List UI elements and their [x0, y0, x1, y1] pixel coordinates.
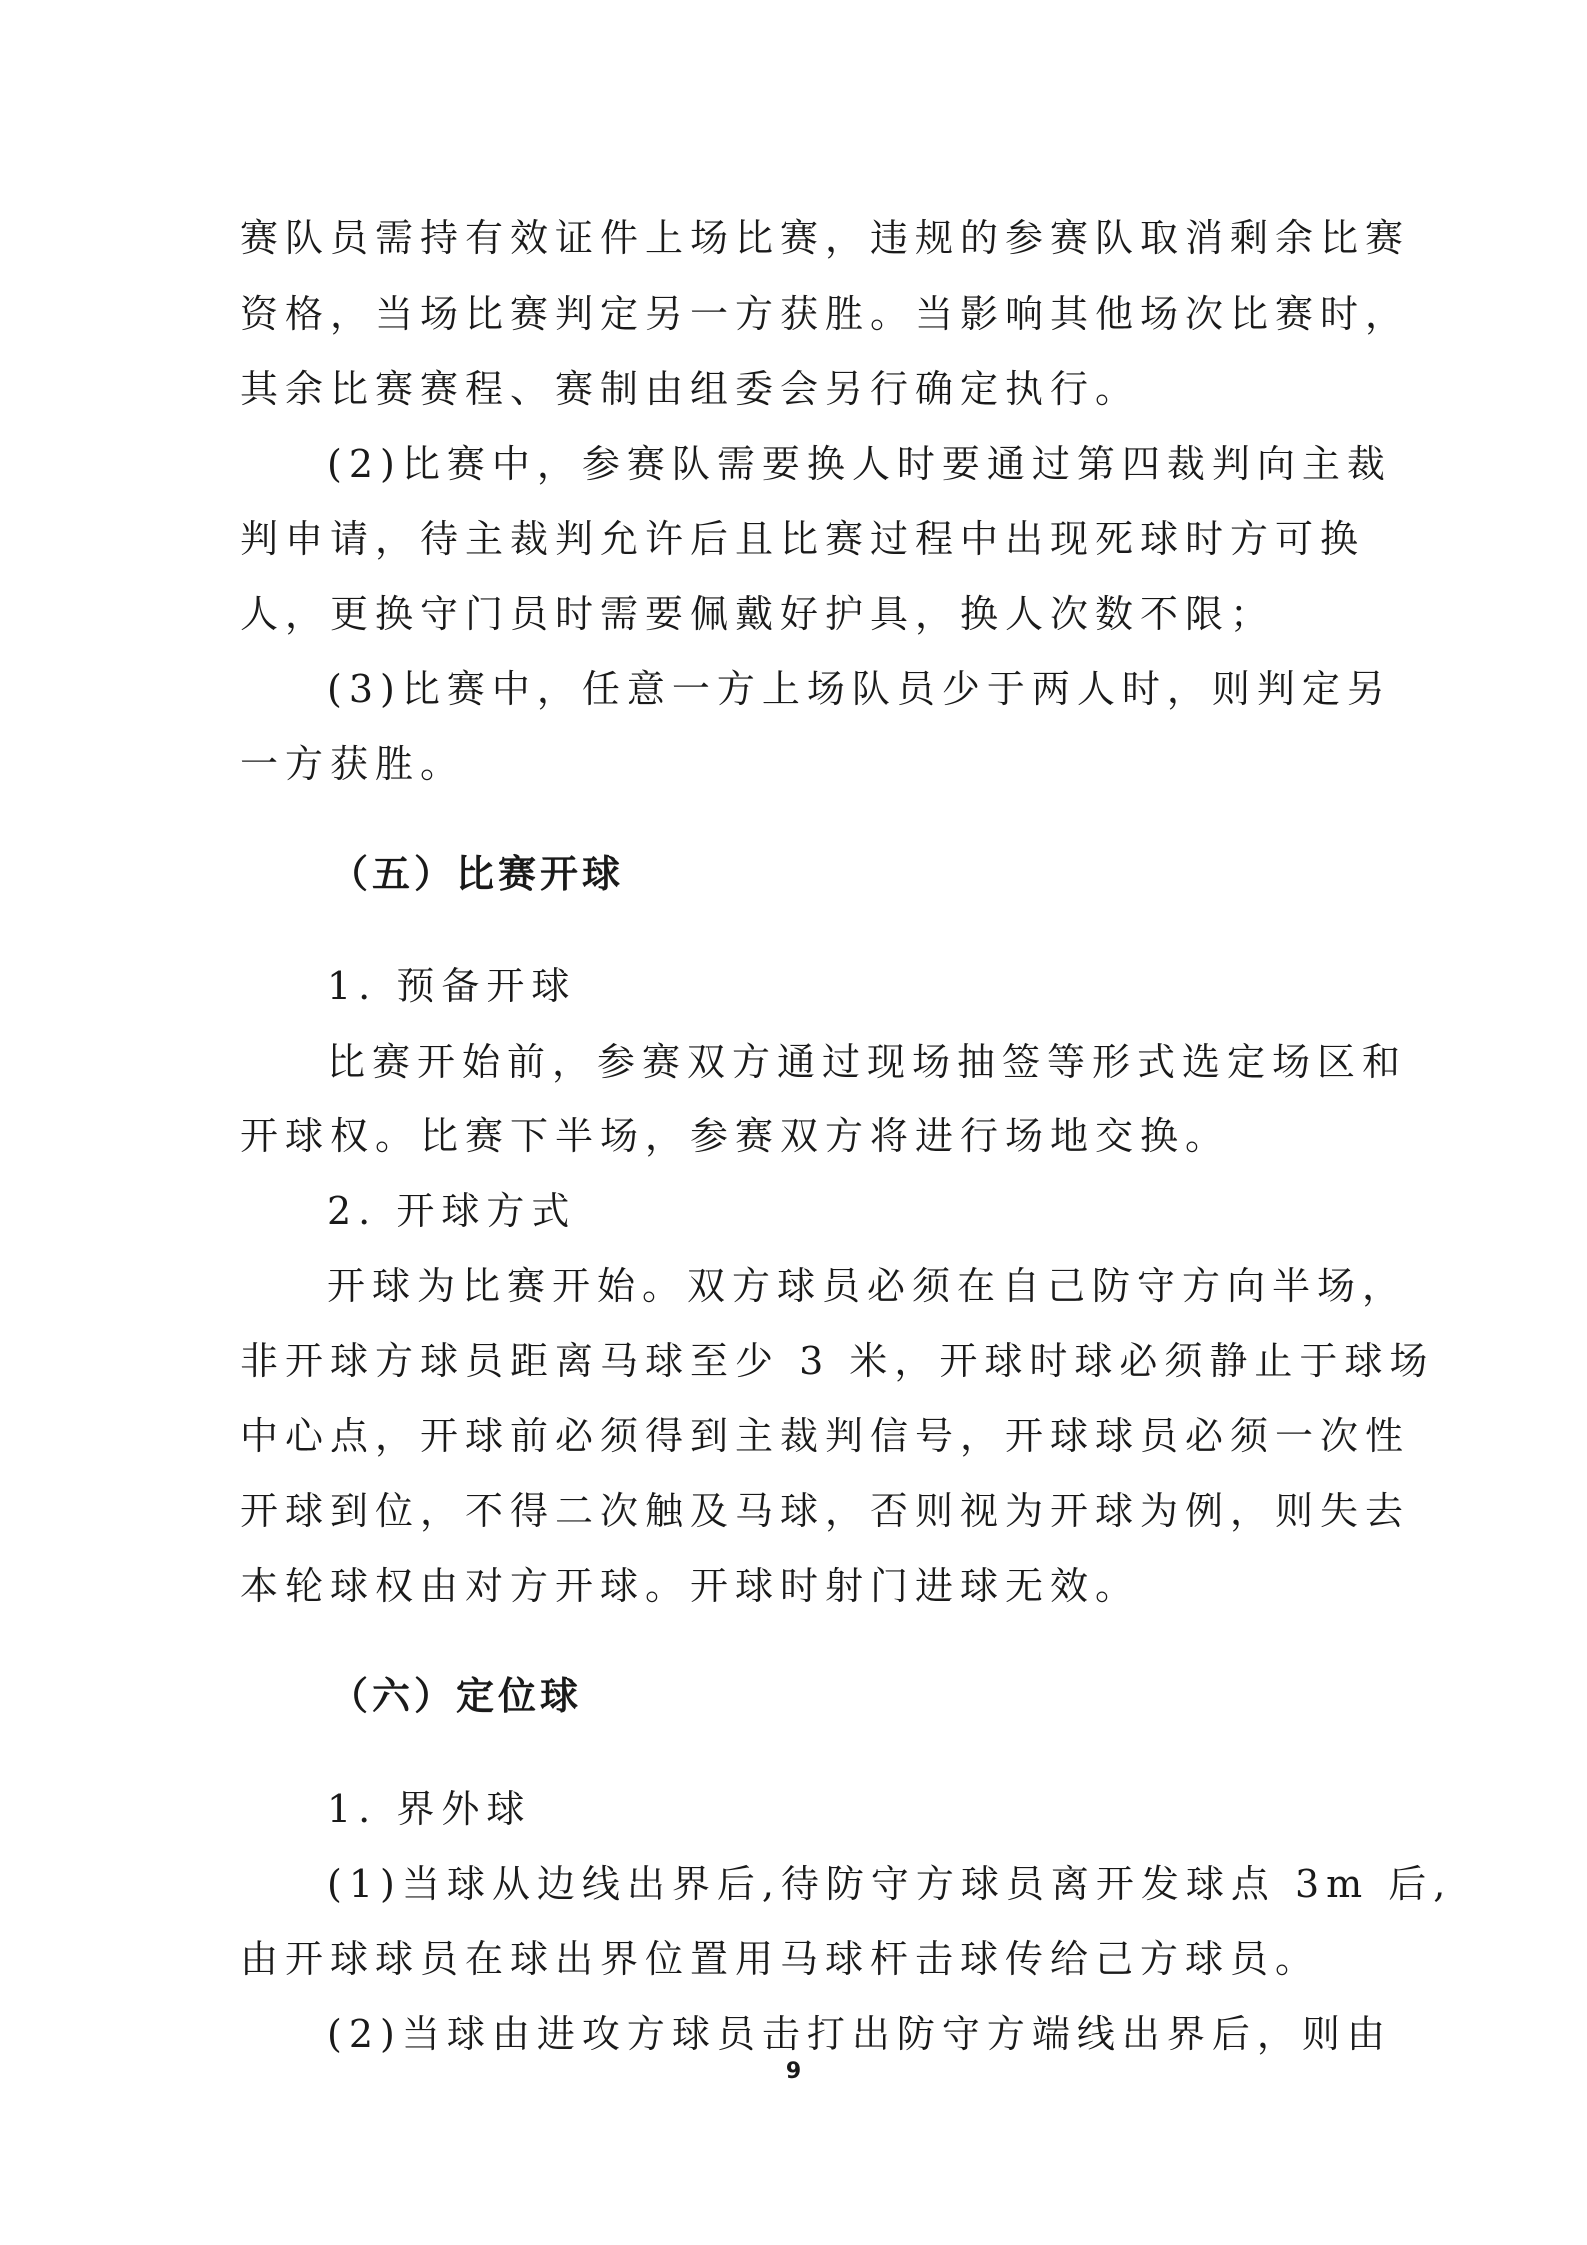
- paragraph-line: (2)比赛中，参赛队需要换人时要通过第四裁判向主裁: [327, 442, 1392, 486]
- section-heading: （六）定位球: [330, 1674, 583, 1718]
- paragraph-line: (2)当球由进攻方球员击打出防守方端线出界后，则由: [327, 2012, 1392, 2056]
- paragraph-line: (1)当球从边线出界后,待防守方球员离开发球点 3m 后,: [327, 1862, 1453, 1906]
- paragraph-line: 人，更换守门员时需要佩戴好护具，换人次数不限；: [240, 592, 1276, 636]
- paragraph-line: 开球权。比赛下半场，参赛双方将进行场地交换。: [240, 1114, 1231, 1158]
- paragraph-line: 一方获胜。: [240, 742, 466, 786]
- paragraph-line: 本轮球权由对方开球。开球时射门进球无效。: [240, 1564, 1141, 1608]
- paragraph-line: 非开球方球员距离马球至少 3 米，开球时球必须静止于球场: [240, 1339, 1435, 1383]
- paragraph-line: 开球到位，不得二次触及马球，否则视为开球为例，则失去: [240, 1489, 1411, 1533]
- paragraph-line: 中心点，开球前必须得到主裁判信号，开球球员必须一次性: [240, 1414, 1411, 1458]
- paragraph-line: 赛队员需持有效证件上场比赛，违规的参赛队取消剩余比赛: [240, 216, 1411, 260]
- page-number: 9: [785, 2059, 802, 2084]
- paragraph-line: 判申请，待主裁判允许后且比赛过程中出现死球时方可换: [240, 517, 1366, 561]
- list-item-heading: 1. 预备开球: [327, 964, 577, 1008]
- section-heading: （五）比赛开球: [330, 852, 625, 896]
- paragraph-line: 其余比赛赛程、赛制由组委会另行确定执行。: [240, 367, 1141, 411]
- paragraph-line: 由开球球员在球出界位置用马球杆击球传给己方球员。: [240, 1937, 1321, 1981]
- list-item-heading: 2. 开球方式: [327, 1189, 577, 1233]
- paragraph-line: (3)比赛中，任意一方上场队员少于两人时，则判定另: [327, 667, 1392, 711]
- list-item-heading: 1. 界外球: [327, 1787, 532, 1831]
- paragraph-line: 开球为比赛开始。双方球员必须在自己防守方向半场，: [327, 1264, 1408, 1308]
- paragraph-line: 比赛开始前，参赛双方通过现场抽签等形式选定场区和: [327, 1040, 1408, 1084]
- paragraph-line: 资格，当场比赛判定另一方获胜。当影响其他场次比赛时，: [240, 292, 1411, 336]
